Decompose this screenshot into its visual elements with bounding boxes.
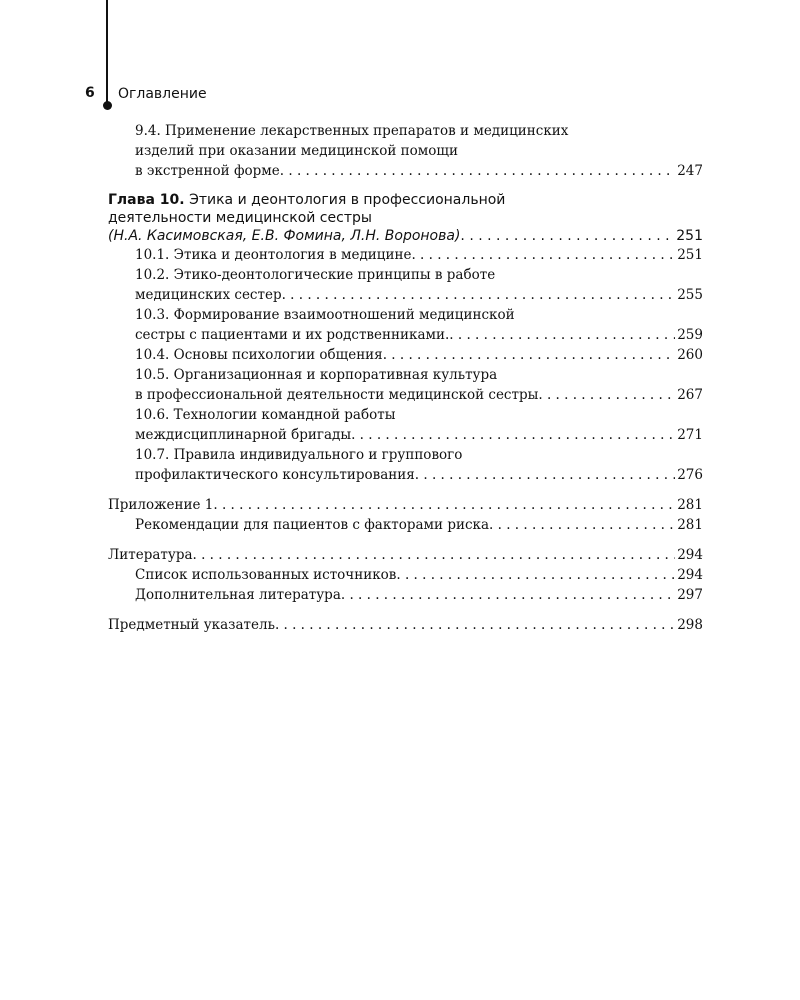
toc-entry-line: Приложение 1 (108, 497, 214, 513)
dot-leader (280, 161, 675, 181)
dot-leader (193, 545, 676, 565)
toc-literature[interactable] (108, 545, 703, 565)
toc-entry-10-4[interactable] (108, 345, 703, 365)
chapter-title-line (108, 191, 703, 209)
dot-leader (213, 495, 675, 515)
vertical-rule (106, 0, 108, 106)
toc-page-number: 247 (677, 163, 703, 179)
dot-leader (282, 285, 676, 305)
toc-entry-line: 10.6. Технологии командной работы (135, 407, 396, 423)
toc-entry-line: в экстренной форме (135, 163, 280, 179)
toc-entry-line: сестры с пациентами и их родственниками. (135, 327, 450, 343)
toc-page-number: 281 (677, 497, 703, 513)
dot-leader (351, 425, 675, 445)
dot-leader (383, 345, 676, 365)
toc-literature-additional[interactable] (108, 585, 703, 605)
chapter-number: Глава 10. (108, 192, 185, 208)
toc-entry-line: 10.1. Этика и деонтология в медицине (135, 247, 412, 263)
toc-entry-line: Рекомендации для пациентов с факторами риска (135, 517, 490, 533)
toc-entry-line: 10.7. Правила индивидуального и группового (135, 447, 463, 463)
toc-subject-index[interactable] (108, 615, 703, 635)
dot-leader (341, 585, 675, 605)
toc-literature-sources[interactable] (108, 565, 703, 585)
toc-entry-line: медицинских сестер (135, 287, 282, 303)
dot-leader (396, 565, 675, 585)
toc-entry-9-4[interactable] (108, 121, 703, 181)
toc-page-number: 297 (677, 587, 703, 603)
toc-page-number: 294 (677, 567, 703, 583)
rule-dot (103, 101, 112, 110)
dot-leader (460, 227, 674, 245)
page-number: 6 (85, 85, 95, 101)
running-title: Оглавление (118, 86, 207, 102)
toc-page-number: 271 (677, 427, 703, 443)
toc-page-number: 267 (677, 387, 703, 403)
toc-entry-line: 10.2. Этико-деонтологические принципы в работе (135, 267, 496, 283)
table-of-contents (108, 121, 703, 635)
toc-chapter-10[interactable] (108, 191, 703, 245)
toc-entry-line: Литература (108, 547, 193, 563)
toc-page-number: 251 (677, 247, 703, 263)
toc-entry-10-7[interactable] (108, 445, 703, 485)
chapter-title: деятельности медицинской сестры (108, 210, 372, 226)
toc-entry-10-6[interactable] (108, 405, 703, 445)
toc-page-number: 260 (677, 347, 703, 363)
dot-leader (489, 515, 675, 535)
toc-page-number: 298 (677, 617, 703, 633)
toc-entry-line: Предметный указатель (108, 617, 275, 633)
toc-entry-line: изделий при оказании медицинской помощи (135, 143, 458, 159)
toc-appendix-1[interactable] (108, 495, 703, 515)
toc-entry-line: 10.4. Основы психологии общения (135, 347, 383, 363)
toc-entry-line: междисциплинарной бригады (135, 427, 352, 443)
toc-page-number: 281 (677, 517, 703, 533)
toc-page-number: 255 (677, 287, 703, 303)
toc-entry-line: 10.3. Формирование взаимоотношений медицинской (135, 307, 515, 323)
toc-appendix-recommendations[interactable] (108, 515, 703, 535)
toc-entry-line: в профессиональной деятельности медицинской сестры (135, 387, 539, 403)
toc-entry-line: 10.5. Организационная и корпоративная культура (135, 367, 498, 383)
toc-entry-line: профилактического консультирования (135, 467, 415, 483)
toc-entry-line: Дополнительная литература (135, 587, 341, 603)
toc-page-number: 276 (677, 467, 703, 483)
toc-entry-10-5[interactable] (108, 365, 703, 405)
toc-entry-10-3[interactable] (108, 305, 703, 345)
dot-leader (415, 465, 675, 485)
dot-leader (275, 615, 675, 635)
toc-entry-line: 9.4. Применение лекарственных препаратов и медицинских (135, 123, 569, 139)
toc-page-number: 259 (677, 327, 703, 343)
dot-leader (449, 325, 675, 345)
dot-leader (411, 245, 675, 265)
chapter-title: Этика и деонтология в профессиональной (189, 192, 506, 208)
toc-page-number: 251 (676, 228, 703, 244)
toc-entry-10-1[interactable] (108, 245, 703, 265)
dot-leader (538, 385, 675, 405)
toc-entry-10-2[interactable] (108, 265, 703, 305)
chapter-authors: (Н.А. Касимовская, Е.В. Фомина, Л.Н. Воронова) (108, 228, 461, 244)
toc-entry-line: Список использованных источников (135, 567, 397, 583)
toc-page-number: 294 (677, 547, 703, 563)
